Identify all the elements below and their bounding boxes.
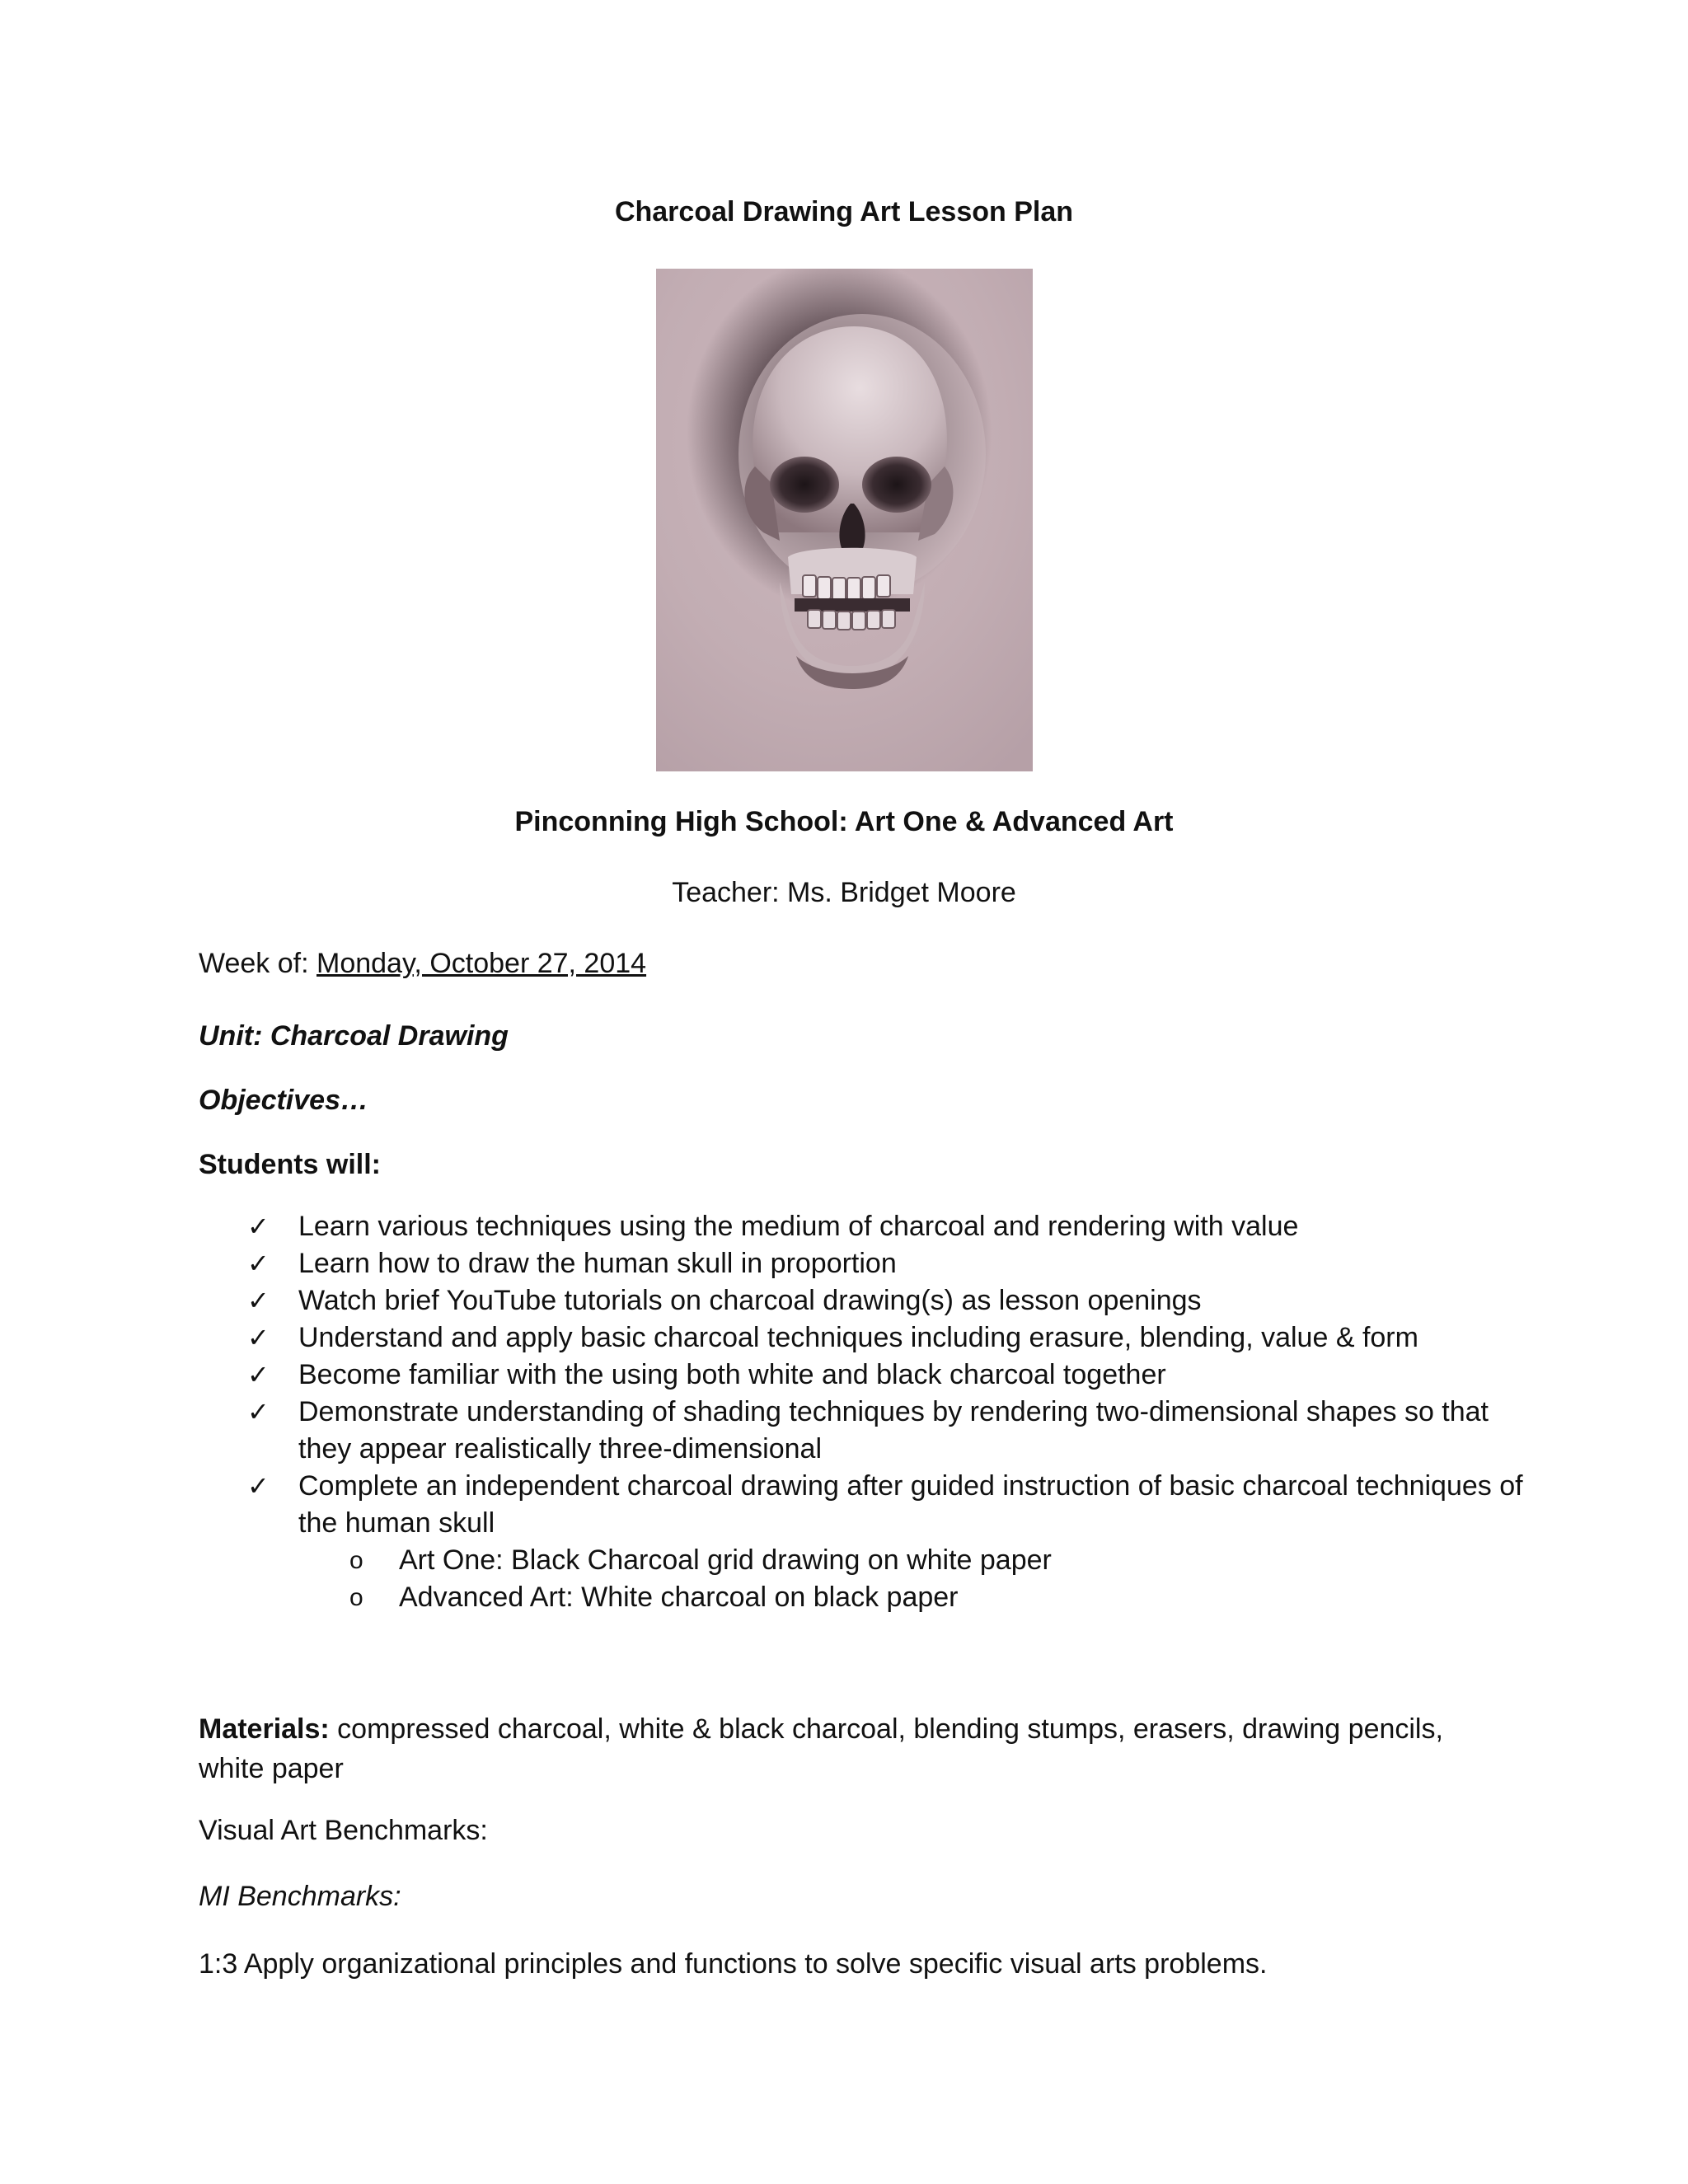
teacher-line: Teacher: Ms. Bridget Moore [672,877,1016,908]
sub-objectives-list [298,1542,1533,1616]
checkmark-icon: ✓ [247,1248,270,1279]
week-of-date: Monday, October 27, 2014 [316,948,647,979]
list-item [247,1394,1533,1468]
checkmark-icon: ✓ [247,1322,270,1353]
checkmark-icon: ✓ [247,1285,270,1316]
checkmark-icon: ✓ [247,1359,270,1390]
sub-objective-text: Art One: Black Charcoal grid drawing on white paper [399,1544,1052,1576]
unit-heading: Unit: Charcoal Drawing [199,1020,509,1052]
objective-text: Learn how to draw the human skull in proportion [298,1248,897,1279]
mi-benchmarks-heading: MI Benchmarks: [199,1881,401,1912]
objective-text: Watch brief YouTube tutorials on charcoal drawing(s) as lesson openings [298,1285,1202,1316]
charcoal-skull-drawing [656,269,1033,771]
sub-list-item [298,1542,1533,1579]
circle-bullet-icon: o [349,1584,363,1611]
objective-text: Demonstrate understanding of shading techniques by rendering two-dimensional shapes so that they appear realistically three-dimensional [298,1396,1489,1465]
objective-text: Become familiar with the using both white and black charcoal together [298,1359,1166,1390]
materials-paragraph [199,1709,1484,1788]
week-of-line [199,948,646,980]
list-item [247,1208,1533,1245]
objective-text: Complete an independent charcoal drawing after guided instruction of basic charcoal techniques of the human skull [298,1470,1523,1539]
benchmark-item: 1:3 Apply organizational principles and functions to solve specific visual arts problems. [199,1948,1268,1980]
sub-list-item [298,1579,1533,1616]
list-item [247,1319,1533,1357]
materials-text: compressed charcoal, white & black charcoal, blending stumps, erasers, drawing pencils, white paper [199,1713,1443,1784]
week-of-label: Week of: [199,948,316,979]
objective-text: Learn various techniques using the medium of charcoal and rendering with value [298,1211,1299,1242]
checkmark-icon: ✓ [247,1211,270,1242]
objectives-list [247,1208,1533,1616]
list-item [247,1282,1533,1319]
list-item [247,1245,1533,1282]
students-will-heading: Students will: [199,1149,381,1180]
sub-objective-text: Advanced Art: White charcoal on black paper [399,1582,959,1613]
list-item [247,1357,1533,1394]
circle-bullet-icon: o [349,1547,363,1574]
visual-art-benchmarks-heading: Visual Art Benchmarks: [199,1815,488,1846]
checkmark-icon: ✓ [247,1396,270,1427]
materials-label: Materials: [199,1713,330,1745]
objectives-heading: Objectives… [199,1085,368,1116]
list-item [247,1468,1533,1616]
school-heading: Pinconning High School: Art One & Advanced Art [514,806,1174,837]
document-title: Charcoal Drawing Art Lesson Plan [614,196,1074,227]
checkmark-icon: ✓ [247,1470,270,1502]
objective-text: Understand and apply basic charcoal techniques including erasure, blending, value & form [298,1322,1418,1353]
